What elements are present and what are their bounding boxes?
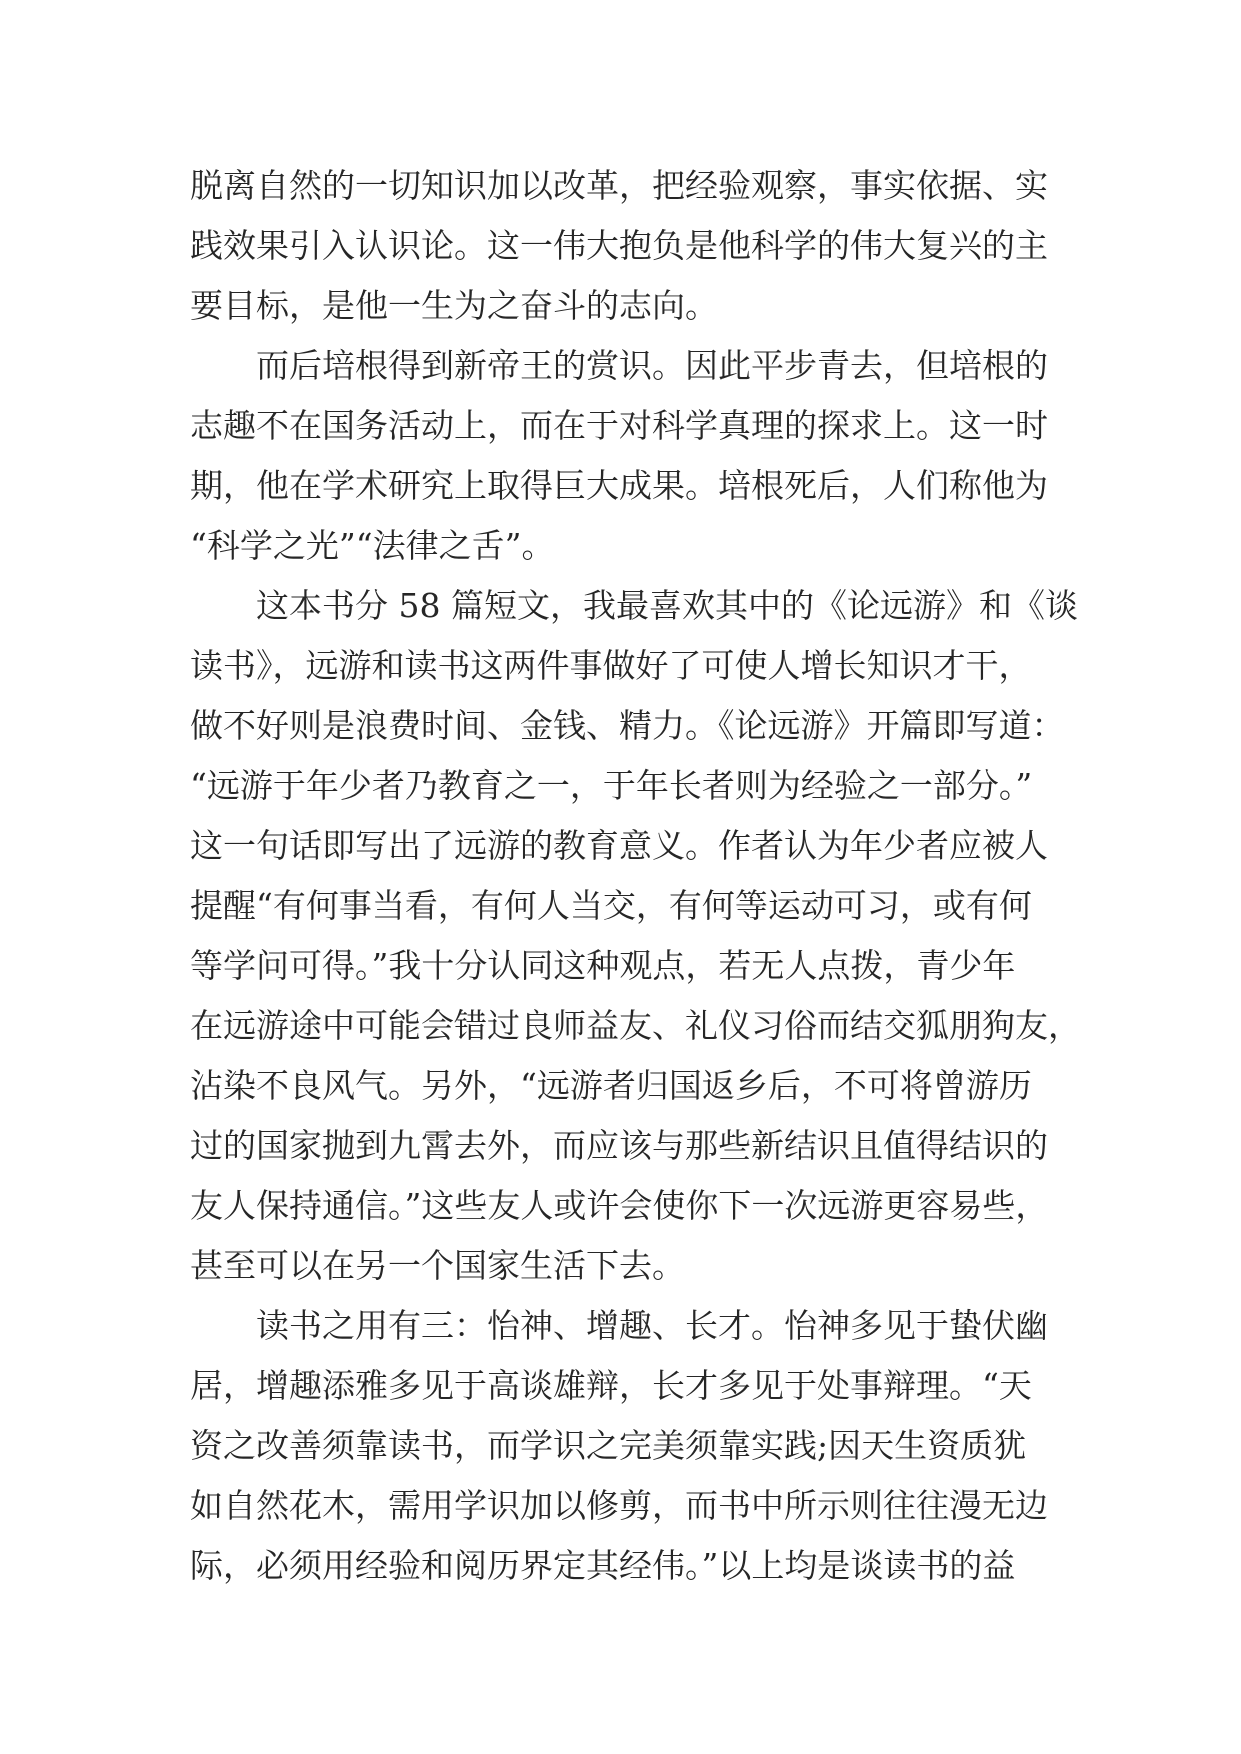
text-line: 读书之用有三：怡神、增趣、长才。怡神多见于蛰伏幽 (190, 1306, 1048, 1345)
body-text (190, 156, 1081, 1596)
paragraph-3 (190, 576, 1081, 1296)
text-line: 在远游途中可能会错过良师益友、礼仪习俗而结交狐朋狗友， (190, 1006, 1081, 1045)
text-line: 志趣不在国务活动上，而在于对科学真理的探求上。这一时 (190, 406, 1048, 445)
text-line: 甚至可以在另一个国家生活下去。 (190, 1246, 685, 1285)
text-line: 沾染不良风气。另外，“远游者归国返乡后，不可将曾游历 (190, 1066, 1032, 1105)
text-line: 际，必须用经验和阅历界定其经伟。”以上均是谈读书的益 (190, 1546, 1016, 1585)
text-line: 友人保持通信。”这些友人或许会使你下一次远游更容易些， (190, 1186, 1049, 1225)
text-line: 这一句话即写出了远游的教育意义。作者认为年少者应被人 (190, 826, 1048, 865)
text-line: 而后培根得到新帝王的赏识。因此平步青去，但培根的 (190, 346, 1048, 385)
paragraph-4 (190, 1296, 1070, 1596)
text-line: 脱离自然的一切知识加以改革，把经验观察，事实依据、实 (190, 166, 1048, 205)
text-line: 期，他在学术研究上取得巨大成果。培根死后，人们称他为 (190, 466, 1048, 505)
text-line: “科学之光”“法律之舌”。 (190, 526, 555, 565)
text-line: 践效果引入认识论。这一伟大抱负是他科学的伟大复兴的主 (190, 226, 1048, 265)
paragraph-1 (190, 156, 1070, 336)
text-line: “远游于年少者乃教育之一，于年长者则为经验之一部分。” (190, 766, 1033, 805)
text-line: 过的国家抛到九霄去外，而应该与那些新结识且值得结识的 (190, 1126, 1048, 1165)
text-line: 资之改善须靠读书，而学识之完美须靠实践;因天生资质犹 (190, 1426, 1027, 1465)
text-line: 提醒“有何事当看，有何人当交，有何等运动可习，或有何 (190, 886, 1032, 925)
text-line: 居，增趣添雅多见于高谈雄辩，长才多见于处事辩理。“天 (190, 1366, 1032, 1405)
text-line: 读书》，远游和读书这两件事做好了可使人增长知识才干， (190, 646, 1032, 685)
text-line: 这本书分 58 篇短文，我最喜欢其中的《论远游》和《谈 (190, 586, 1078, 625)
text-line: 等学问可得。”我十分认同这种观点，若无人点拨，青少年 (190, 946, 1016, 985)
paragraph-2 (190, 336, 1070, 576)
text-line: 做不好则是浪费时间、金钱、精力。《论远游》开篇即写道： (190, 706, 1065, 745)
text-line: 如自然花木，需用学识加以修剪，而书中所示则往往漫无边 (190, 1486, 1048, 1525)
text-line: 要目标，是他一生为之奋斗的志向。 (190, 286, 718, 325)
